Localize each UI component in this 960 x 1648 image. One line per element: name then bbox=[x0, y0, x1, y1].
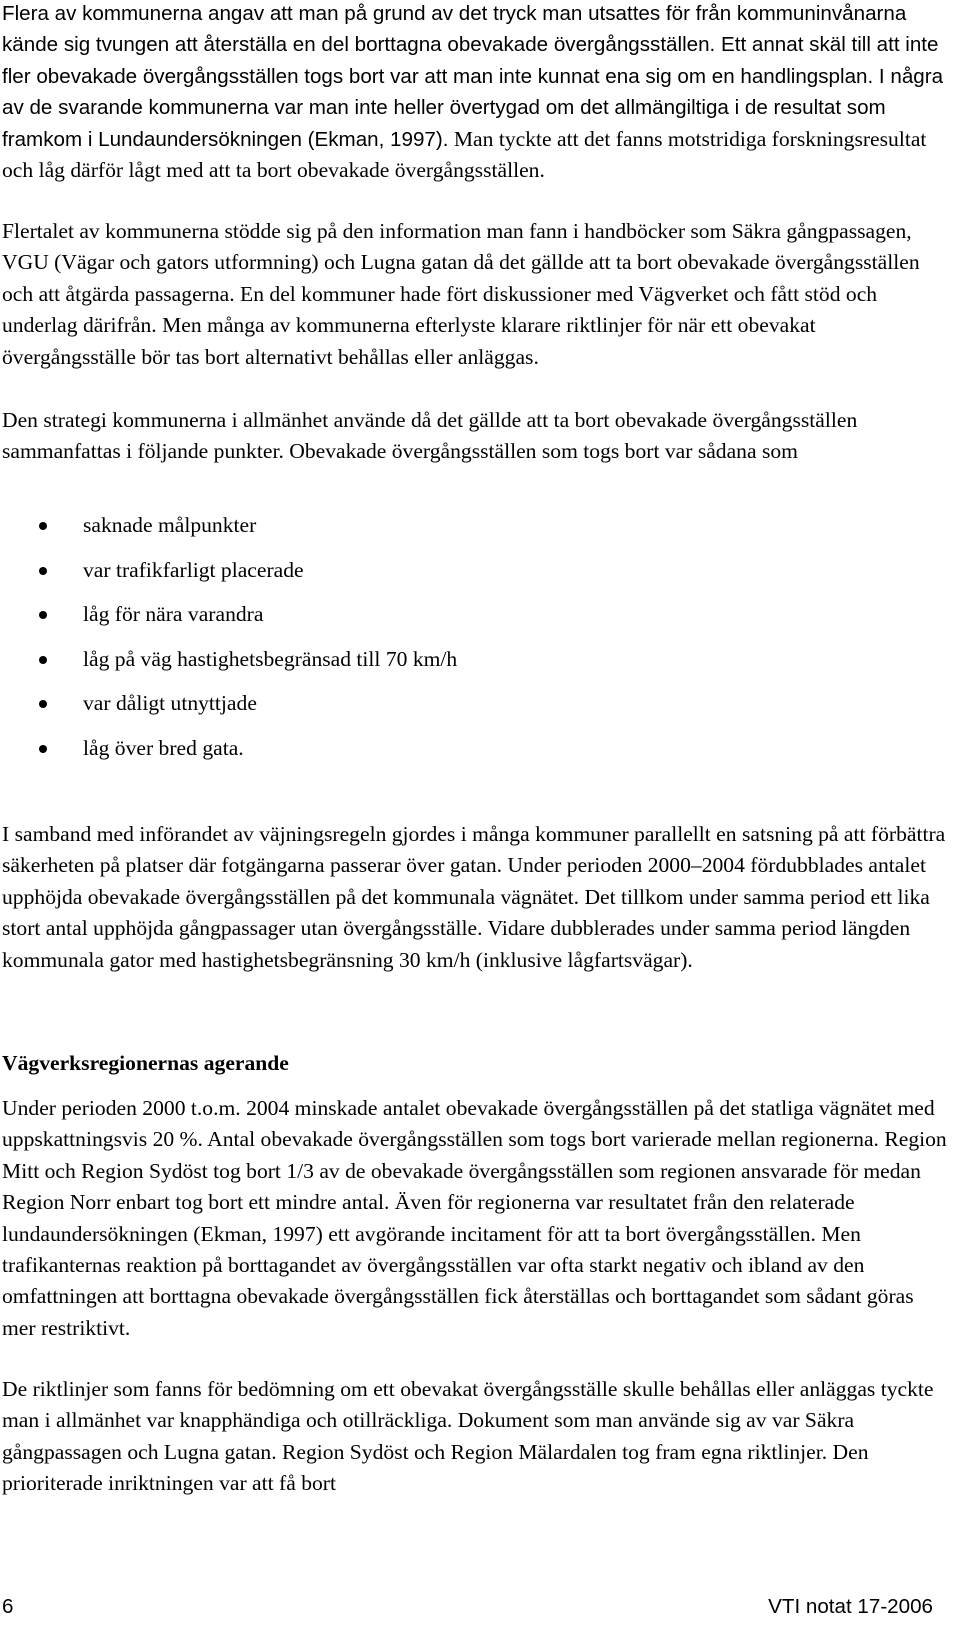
paragraph-6: De riktlinjer som fanns för bedömning om ett obevakat övergångsställe skulle behållas eller anläggas tyckte man i allmänhet var knapphändiga och otillräckliga. Dokument som man använde sig av var Säkra gångpassagen och Lugna gatan. Region Sydöst och Region Mälardalen tog fram egna riktlinjer. Den prioriterade inriktningen var att få bort bbox=[2, 1377, 934, 1496]
paragraph-1 bbox=[2, 0, 952, 186]
paragraph-2: Flertalet av kommunerna stödde sig på den information man fann i handböcker som Säkra gångpassagen, VGU (Vägar och gators utformning) och Lugna gatan då det gällde att ta bort obevakade övergångsställen och att åtgärda passagerna. En del kommuner hade fört diskussioner med Vägverket och fått stöd och underlag därifrån. Men många av kommunerna efterlyste klarare riktlinjer för när ett obevakat övergångsställe bör tas bort alternativt behållas eller anläggas. bbox=[2, 219, 920, 369]
bullet-icon bbox=[39, 656, 47, 664]
paragraph-1-serif-text: Man tyckte att det fanns motstridiga forskningsresultat och låg därför lågt med att ta bort obevakade övergångsställen. bbox=[2, 126, 927, 183]
paragraph-1-sans-text: Flera av kommunerna angav att man på grund av det tryck man utsattes för från kommuninvånarna kände sig tvungen att återställa en del borttagna obevakade övergångsställen. Ett annat skäl till att inte fler obevakade övergångsställen togs bort var att man inte kunnat ena sig om en handlingsplan. I några av de svarande kommunerna var man inte heller övertygad om det allmängiltiga i de resultat som framkom i Lundaundersökningen (Ekman, 1997). bbox=[2, 2, 944, 151]
list-item bbox=[0, 685, 900, 730]
bullet-icon bbox=[39, 611, 47, 619]
list-item-text: låg för nära varandra bbox=[83, 602, 264, 626]
paragraph-4: I samband med införandet av väjningsregeln gjordes i många kommuner parallellt en satsning på att förbättra säkerheten på platser där fotgängarna passerar över gatan. Under perioden 2000–2004 fördubblades antalet upphöjda obevakade övergångsställen på det kommunala vägnätet. Det tillkom under samma period ett lika stort antal upphöjda gångpassager utan övergångsställe. Vidare dubblerades under samma period längden kommunala gator med hastighetsbegränsning 30 km/h (inklusive lågfartsvägar). bbox=[2, 822, 946, 972]
bullet-list bbox=[0, 507, 900, 774]
list-item bbox=[0, 507, 900, 552]
list-item bbox=[0, 596, 900, 641]
list-item-text: var trafikfarligt placerade bbox=[83, 557, 304, 582]
paragraph-3: Den strategi kommunerna i allmänhet använde då det gällde att ta bort obevakade övergångsställen sammanfattas i följande punkter. Obevakade övergångsställen som togs bort var sådana som bbox=[2, 408, 858, 464]
report-id: VTI notat 17-2006 bbox=[768, 1595, 933, 1618]
section-heading: Vägverksregionernas agerande bbox=[2, 1051, 289, 1075]
paragraph-5: Under perioden 2000 t.o.m. 2004 minskade antalet obevakade övergångsställen på det statliga vägnätet med uppskattningsvis 20 %. Antal obevakade övergångsställen som togs bort varierade mellan regionerna. Region Mitt och Region Sydöst tog bort 1/3 av de obevakade övergångsställen som regionen ansvarade för medan Region Norr enbart tog bort ett mindre antal. Även för regionerna var resultatet från den relaterade lundaundersökningen (Ekman, 1997) ett avgörande incitament för att ta bort övergångsställen. Men trafikanternas reaktion på borttagandet av övergångsställen var ofta starkt negativ och ibland av den omfattningen att borttagna obevakade övergångsställen fick återställas och borttagandet som sådant göras mer restriktivt. bbox=[2, 1096, 947, 1340]
list-item bbox=[0, 730, 900, 775]
bullet-icon bbox=[39, 745, 47, 753]
list-item-text: låg över bred gata. bbox=[83, 735, 244, 760]
list-item-text: saknade målpunkter bbox=[83, 513, 257, 537]
list-item bbox=[0, 641, 900, 686]
bullet-icon bbox=[39, 567, 47, 575]
bullet-icon bbox=[39, 700, 47, 708]
list-item-text: var dåligt utnyttjade bbox=[83, 691, 257, 715]
list-item-text: låg på väg hastighetsbegränsad till 70 km/h bbox=[83, 646, 458, 671]
page-number: 6 bbox=[2, 1595, 14, 1618]
bullet-icon bbox=[39, 522, 47, 530]
list-item bbox=[0, 552, 900, 597]
